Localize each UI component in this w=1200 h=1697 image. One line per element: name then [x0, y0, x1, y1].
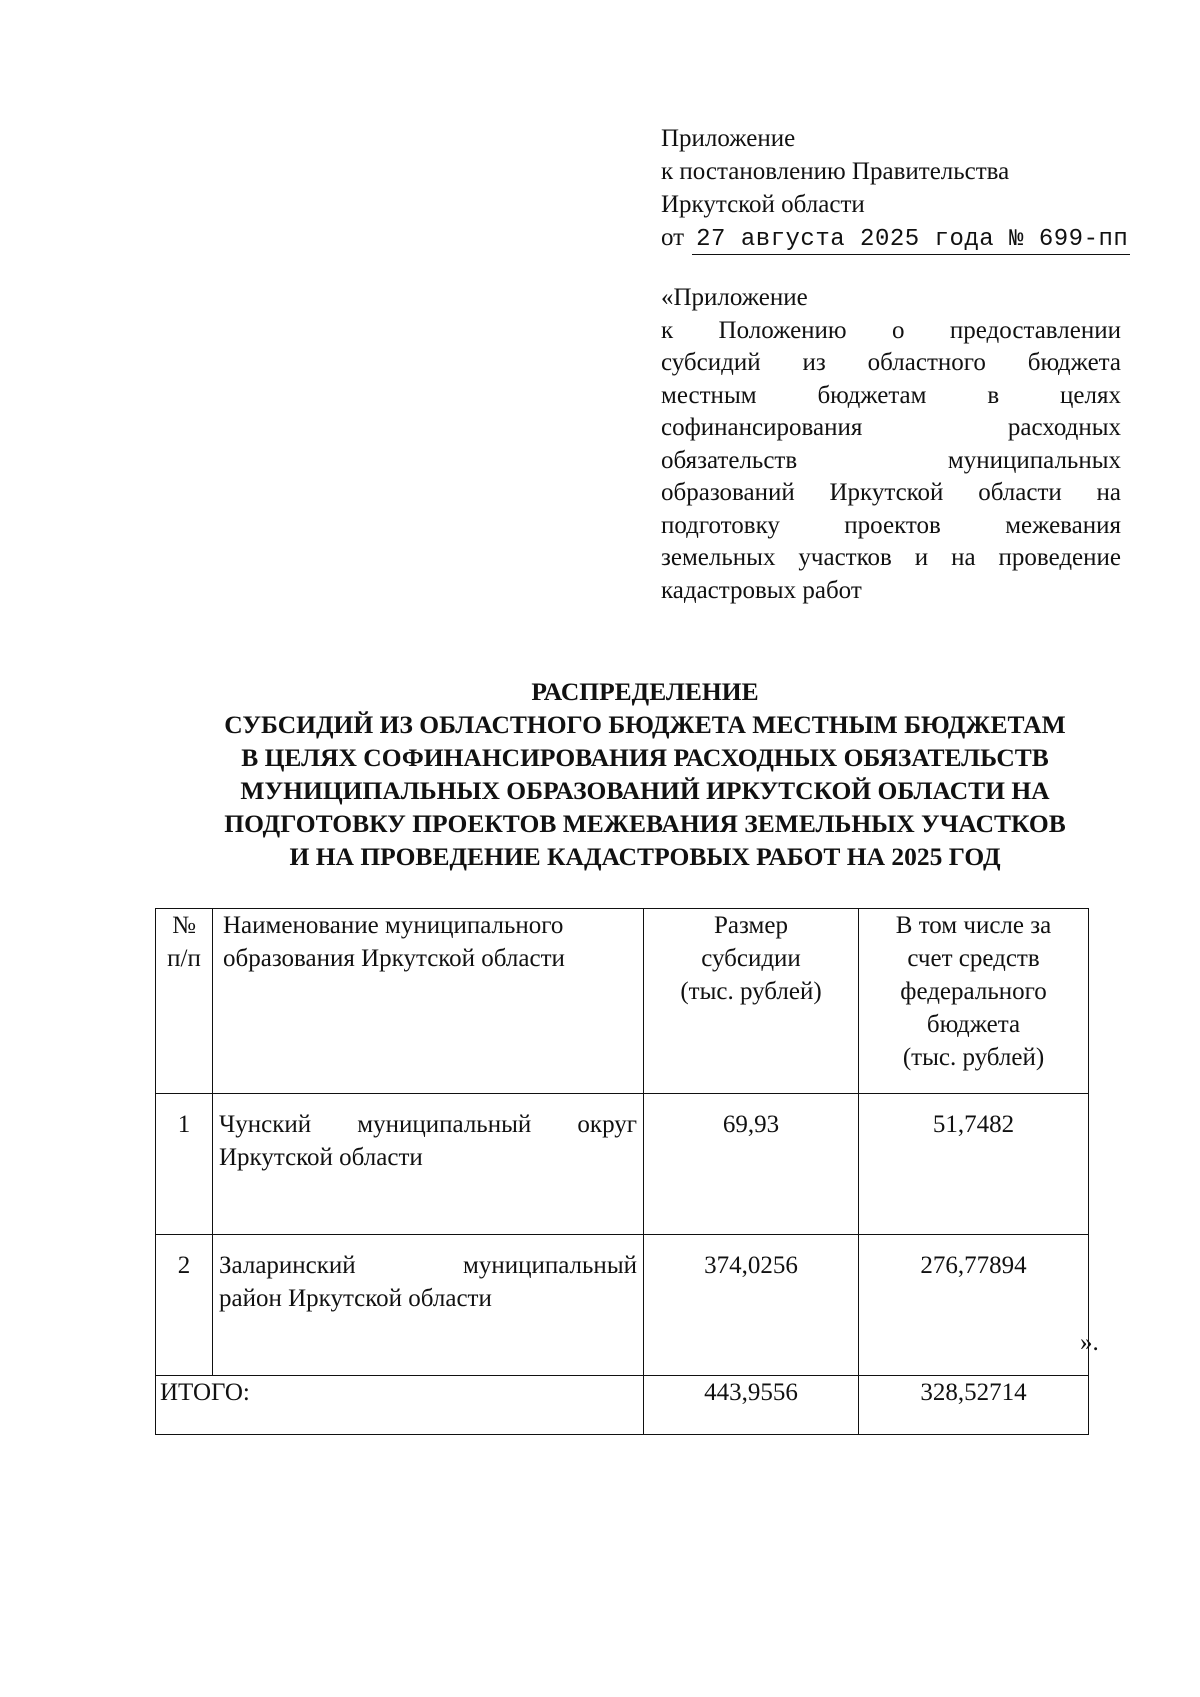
- title-line: И НА ПРОВЕДЕНИЕ КАДАСТРОВЫХ РАБОТ НА 2025 ГОД: [289, 842, 1001, 871]
- header-federal-line: (тыс. рублей): [902, 1044, 1045, 1071]
- title-line: ПОДГОТОВКУ ПРОЕКТОВ МЕЖЕВАНИЯ ЗЕМЕЛЬНЫХ УЧАСТКОВ: [224, 809, 1066, 838]
- title-line: В ЦЕЛЯХ СОФИНАНСИРОВАНИЯ РАСХОДНЫХ ОБЯЗАТЕЛЬСТВ: [241, 743, 1049, 772]
- regulation-appendix-line: образований Иркутской области на: [661, 479, 1121, 506]
- table-header-row: [156, 909, 1089, 1094]
- row-federal: 276,77894: [859, 1235, 1089, 1376]
- regulation-appendix-line: субсидий из областного бюджета: [661, 349, 1121, 376]
- table-total-row: [156, 1376, 1089, 1435]
- title-line: МУНИЦИПАЛЬНЫХ ОБРАЗОВАНИЙ ИРКУТСКОЙ ОБЛАСТИ НА: [240, 776, 1050, 805]
- row-number: 1: [156, 1094, 213, 1235]
- total-subsidy: 443,9556: [644, 1376, 859, 1435]
- municipality-line: Чунский муниципальный округ: [219, 1111, 637, 1138]
- header-subsidy-line: субсидии: [701, 945, 801, 972]
- municipality-line: район Иркутской области: [219, 1285, 492, 1312]
- title-line: СУБСИДИЙ ИЗ ОБЛАСТНОГО БЮДЖЕТА МЕСТНЫМ БЮДЖЕТАМ: [224, 710, 1066, 739]
- regulation-appendix-line: подготовку проектов межевания: [661, 511, 1121, 539]
- header-federal-line: счет средств: [907, 945, 1040, 972]
- header-number-line: п/п: [167, 945, 201, 972]
- header-federal-line: бюджета: [926, 1011, 1021, 1038]
- header-subsidy-line: (тыс. рублей): [680, 978, 822, 1005]
- resolution-date-number: 27 августа 2025 года № 699-пп: [692, 226, 1130, 255]
- appendix-label: Приложение: [661, 125, 796, 152]
- regulation-appendix-line: к Положению о предоставлении: [661, 316, 1121, 344]
- regulation-appendix-line: кадастровых работ: [661, 576, 862, 604]
- header-subsidy-line: Размер: [714, 912, 788, 939]
- municipality-line: Иркутской области: [219, 1144, 423, 1171]
- regulation-appendix-line: земельных участков и на проведение: [661, 544, 1121, 571]
- appendix-date-line: [661, 221, 1129, 255]
- total-label: ИТОГО:: [156, 1376, 644, 1435]
- title-line: РАСПРЕДЕЛЕНИЕ: [531, 677, 759, 706]
- closing-quote-mark: ».: [1080, 1329, 1099, 1356]
- total-federal: 328,52714: [859, 1376, 1089, 1435]
- appendix-header: [661, 122, 1129, 255]
- row-municipality: [213, 1094, 644, 1235]
- row-subsidy: 69,93: [644, 1094, 859, 1235]
- regulation-appendix-line: софинансирования расходных: [661, 414, 1121, 441]
- document-title: [150, 675, 1140, 873]
- header-municipality-line: Наименование муниципального: [223, 912, 564, 939]
- regulation-appendix-line: «Приложение: [661, 284, 808, 311]
- table-row: [156, 1235, 1089, 1376]
- header-subsidy-amount: [644, 909, 859, 1094]
- row-municipality: [213, 1235, 644, 1376]
- header-municipality-line: образования Иркутской области: [223, 945, 565, 972]
- header-federal-share: [859, 909, 1089, 1094]
- row-number: 2: [156, 1235, 213, 1376]
- header-federal-line: В том числе за: [895, 912, 1052, 939]
- subsidy-distribution-table: [155, 908, 1089, 1435]
- row-federal: 51,7482: [859, 1094, 1089, 1235]
- date-prefix: от: [661, 224, 685, 251]
- header-number-line: №: [172, 912, 196, 939]
- regulation-appendix-line: обязательств муниципальных: [661, 446, 1121, 474]
- appendix-resolution-line: к постановлению Правительства: [661, 158, 1010, 185]
- header-municipality: [213, 909, 644, 1094]
- municipality-line: Заларинский муниципальный: [219, 1252, 637, 1279]
- table-row: [156, 1094, 1089, 1235]
- appendix-region-line: Иркутской области: [661, 191, 865, 218]
- regulation-appendix-line: местным бюджетам в целях: [661, 381, 1121, 409]
- regulation-appendix-block: [661, 282, 1121, 607]
- header-number: [156, 909, 213, 1094]
- header-federal-line: федерального: [900, 978, 1047, 1005]
- row-subsidy: 374,0256: [644, 1235, 859, 1376]
